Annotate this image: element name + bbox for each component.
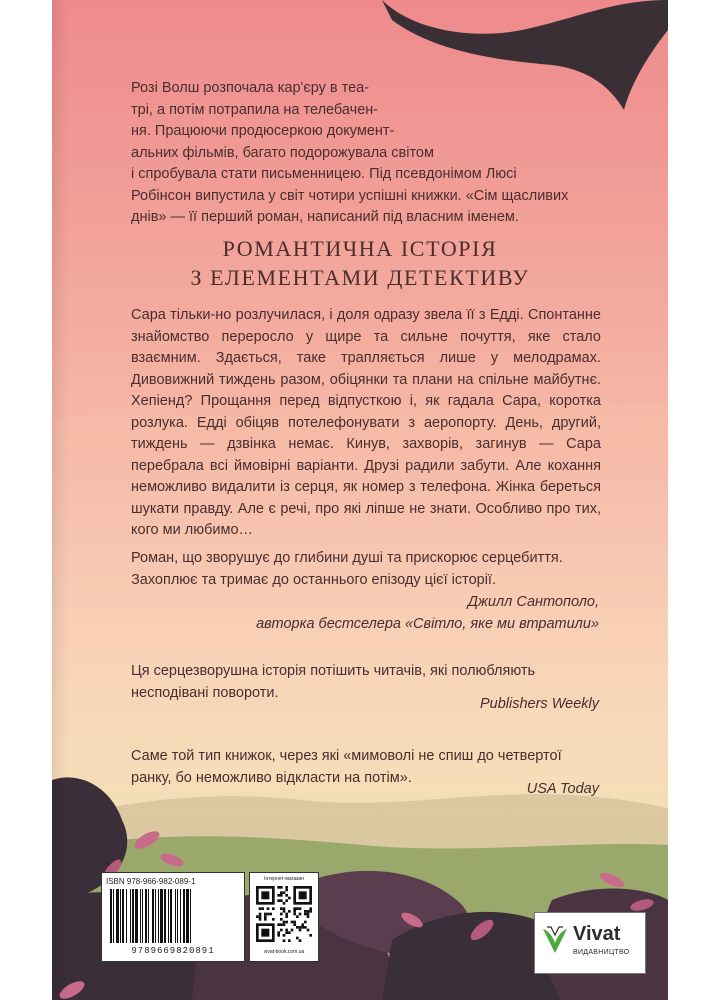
qr-module bbox=[277, 886, 280, 889]
barcode-bar bbox=[175, 889, 176, 943]
qr-module bbox=[280, 886, 283, 889]
barcode-bar bbox=[140, 889, 141, 943]
review-quote bbox=[131, 548, 601, 591]
qr-url: vivat-book.com.ua bbox=[263, 949, 305, 955]
qr-module bbox=[293, 921, 296, 924]
barcode-bar bbox=[186, 889, 189, 943]
qr-module bbox=[309, 910, 312, 913]
barcode-bar bbox=[148, 889, 149, 943]
qr-module bbox=[288, 939, 291, 942]
bio-line: ня. Працюючи продюсеркою документ- bbox=[131, 123, 395, 139]
review-attribution bbox=[131, 779, 599, 801]
qr-module bbox=[299, 929, 302, 932]
barcode-bar bbox=[130, 889, 131, 943]
qr-module bbox=[277, 934, 280, 937]
qr-module bbox=[291, 929, 294, 932]
barcode-bar bbox=[164, 889, 166, 943]
barcode-bar bbox=[177, 889, 178, 943]
qr-module bbox=[304, 910, 307, 913]
qr-module bbox=[283, 907, 286, 910]
qr-module bbox=[280, 899, 283, 902]
review-line: Саме той тип книжок, через які «мимоволі не спиш до четвертої bbox=[131, 748, 562, 764]
review-line: Роман, що зворушує до глибини душі та прискорює серцебиття. bbox=[131, 550, 563, 566]
qr-module bbox=[280, 891, 283, 894]
qr-module bbox=[288, 897, 291, 900]
qr-module bbox=[304, 913, 307, 916]
qr-module bbox=[299, 891, 307, 899]
qr-module bbox=[264, 915, 267, 918]
qr-module bbox=[301, 923, 304, 926]
barcode-bar bbox=[142, 889, 143, 943]
headline-line-2: З ЕЛЕМЕНТАМИ ДЕТЕКТИВУ bbox=[190, 265, 530, 290]
qr-module bbox=[307, 929, 310, 932]
barcode-bar bbox=[126, 889, 127, 943]
barcode-bar bbox=[170, 889, 172, 943]
qr-module bbox=[288, 910, 291, 913]
qr-module bbox=[309, 934, 312, 937]
headline-line-1: РОМАНТИЧНА ІСТОРІЯ bbox=[222, 236, 498, 261]
qr-module bbox=[269, 913, 272, 916]
author-bio bbox=[131, 78, 601, 229]
barcode-bar bbox=[180, 889, 181, 943]
barcode-bar bbox=[120, 889, 121, 943]
qr-module bbox=[296, 907, 299, 910]
barcode-bar bbox=[183, 889, 185, 943]
qr-module bbox=[296, 926, 299, 929]
barcode-bar bbox=[132, 889, 134, 943]
qr-module bbox=[293, 907, 296, 910]
review-author: USA Today bbox=[526, 781, 599, 797]
isbn-barcode bbox=[101, 872, 245, 962]
qr-module bbox=[307, 915, 310, 918]
qr-module bbox=[256, 915, 259, 918]
qr-module bbox=[285, 913, 288, 916]
qr-module bbox=[277, 931, 280, 934]
qr-label: Інтернет-магазин bbox=[264, 876, 304, 882]
qr-module bbox=[264, 918, 267, 921]
qr-module bbox=[293, 923, 296, 926]
qr-module bbox=[272, 918, 275, 921]
qr-module bbox=[277, 894, 280, 897]
qr-module bbox=[267, 907, 270, 910]
qr-module bbox=[280, 918, 283, 921]
qr-module bbox=[280, 907, 283, 910]
bio-line: днів» — її перший роман, написаний під власним іменем. bbox=[131, 209, 519, 225]
qr-module bbox=[291, 921, 294, 924]
barcode-bar bbox=[168, 889, 169, 943]
qr-module bbox=[264, 913, 267, 916]
qr-module bbox=[285, 931, 288, 934]
review-line: Захоплює та тримає до останнього епізоду цієї історії. bbox=[131, 571, 496, 588]
publisher-logo bbox=[534, 912, 646, 974]
barcode-bar bbox=[113, 889, 114, 943]
qr-module bbox=[299, 939, 302, 942]
review-line: ранку, бо неможливо відкласти на потім». bbox=[131, 769, 412, 786]
review-author: Джилл Сантополо, bbox=[467, 594, 599, 610]
review-author: Publishers Weekly bbox=[479, 696, 599, 712]
barcode-bar bbox=[116, 889, 119, 943]
review-attribution bbox=[131, 592, 599, 635]
barcode-digits: 9789669820891 bbox=[131, 946, 215, 956]
qr-module bbox=[283, 902, 286, 905]
qr-module bbox=[304, 926, 307, 929]
qr-module bbox=[283, 939, 286, 942]
barcode-bar bbox=[152, 889, 154, 943]
qr-module bbox=[261, 891, 269, 899]
barcode-bar bbox=[135, 889, 138, 943]
spine-shadow bbox=[52, 0, 68, 1000]
barcode-bar bbox=[190, 889, 191, 943]
barcode-bar bbox=[160, 889, 163, 943]
review-author-note: авторка бестселера «Світло, яке ми втратили» bbox=[256, 615, 599, 632]
qr-module bbox=[285, 929, 288, 932]
book-back-cover bbox=[52, 0, 668, 1000]
review-attribution bbox=[131, 694, 599, 716]
qr-module bbox=[293, 913, 296, 916]
barcode-bar bbox=[158, 889, 159, 943]
isbn-label: ISBN 978-966-982-089-1 bbox=[106, 877, 196, 886]
barcode-bar bbox=[145, 889, 147, 943]
qr-module bbox=[283, 910, 286, 913]
qr-module bbox=[285, 899, 288, 902]
qr-code-panel bbox=[249, 872, 319, 962]
barcode-bar bbox=[122, 889, 124, 943]
qr-module bbox=[304, 921, 307, 924]
qr-module bbox=[285, 894, 288, 897]
synopsis-text: Сара тільки-но розлучилася, і доля одразу звела її з Едді. Спонтанне знайомство переросло у щире та сильне почуття, яке стало взаємним. Здається, таке трапляється лише у мелодрамах. Дивовижний тиждень разом, обіцянки та плани на спільне майбутнє. Хепіенд? Прощання перед відпусткою і, як гадала Сара, коротка розлука. Едді обіцяв потелефонувати з аеропорту. День, другий, тиждень — дзвінка немає. Кинув, захворів, загинув — Сара перебрала всі ймовірні варіанти. Друзі радили забути. Але кохання неможливо видалити із серця, як номер з телефона. Жінка береться шукати правду. Але є речі, про які ліпше не знати. Особливо про тих, кого ми любимо… bbox=[131, 307, 601, 538]
qr-module bbox=[307, 913, 310, 916]
qr-module bbox=[299, 913, 302, 916]
bio-line: альних фільмів, багато подорожувала світом bbox=[131, 144, 434, 161]
qr-module bbox=[285, 886, 288, 889]
bio-line: Робінсон випустила у світ чотири успішні книжки. «Сім щасливих bbox=[131, 187, 569, 204]
bio-line: Розі Волш розпочала кар'єру в теа- bbox=[131, 80, 370, 96]
qr-module bbox=[283, 923, 286, 926]
qr-module bbox=[293, 910, 296, 913]
qr-module bbox=[280, 929, 283, 932]
qr-module bbox=[261, 929, 269, 937]
qr-module bbox=[277, 899, 280, 902]
qr-module bbox=[285, 915, 288, 918]
qr-module bbox=[299, 907, 302, 910]
vivat-leaf-icon bbox=[541, 923, 569, 957]
qr-module bbox=[259, 907, 262, 910]
bio-line: трі, а потім потрапила на телебачен- bbox=[131, 101, 379, 118]
bio-line: і спробувала стати письменницею. Під псевдонімом Люсі bbox=[131, 166, 517, 182]
qr-module bbox=[280, 894, 283, 897]
review-line: Ця серцезворушна історія потішить читачів, які полюбляють bbox=[131, 663, 536, 679]
review-line: несподівані повороти. bbox=[131, 684, 279, 701]
publisher-name: Vivat bbox=[573, 923, 621, 945]
qr-module bbox=[285, 921, 288, 924]
barcode-bar bbox=[155, 889, 156, 943]
synopsis bbox=[131, 305, 601, 542]
qr-module bbox=[261, 907, 264, 910]
qr-module bbox=[267, 913, 270, 916]
qr-module bbox=[259, 915, 262, 918]
qr-module bbox=[280, 913, 283, 916]
qr-module bbox=[299, 926, 302, 929]
qr-code-icon bbox=[256, 886, 312, 942]
qr-module bbox=[259, 918, 262, 921]
qr-module bbox=[307, 910, 310, 913]
barcode-bar bbox=[110, 889, 112, 943]
qr-module bbox=[277, 923, 280, 926]
qr-module bbox=[285, 889, 288, 892]
qr-module bbox=[283, 921, 286, 924]
barcode-bars bbox=[108, 889, 238, 943]
publisher-subtitle: ВИДАВНИЦТВО bbox=[573, 949, 630, 956]
qr-module bbox=[280, 923, 283, 926]
qr-module bbox=[296, 915, 299, 918]
qr-module bbox=[309, 907, 312, 910]
qr-module bbox=[272, 907, 275, 910]
qr-module bbox=[259, 913, 262, 916]
qr-module bbox=[288, 931, 291, 934]
qr-module bbox=[283, 891, 286, 894]
qr-module bbox=[283, 934, 286, 937]
qr-module bbox=[296, 937, 299, 940]
qr-module bbox=[301, 926, 304, 929]
